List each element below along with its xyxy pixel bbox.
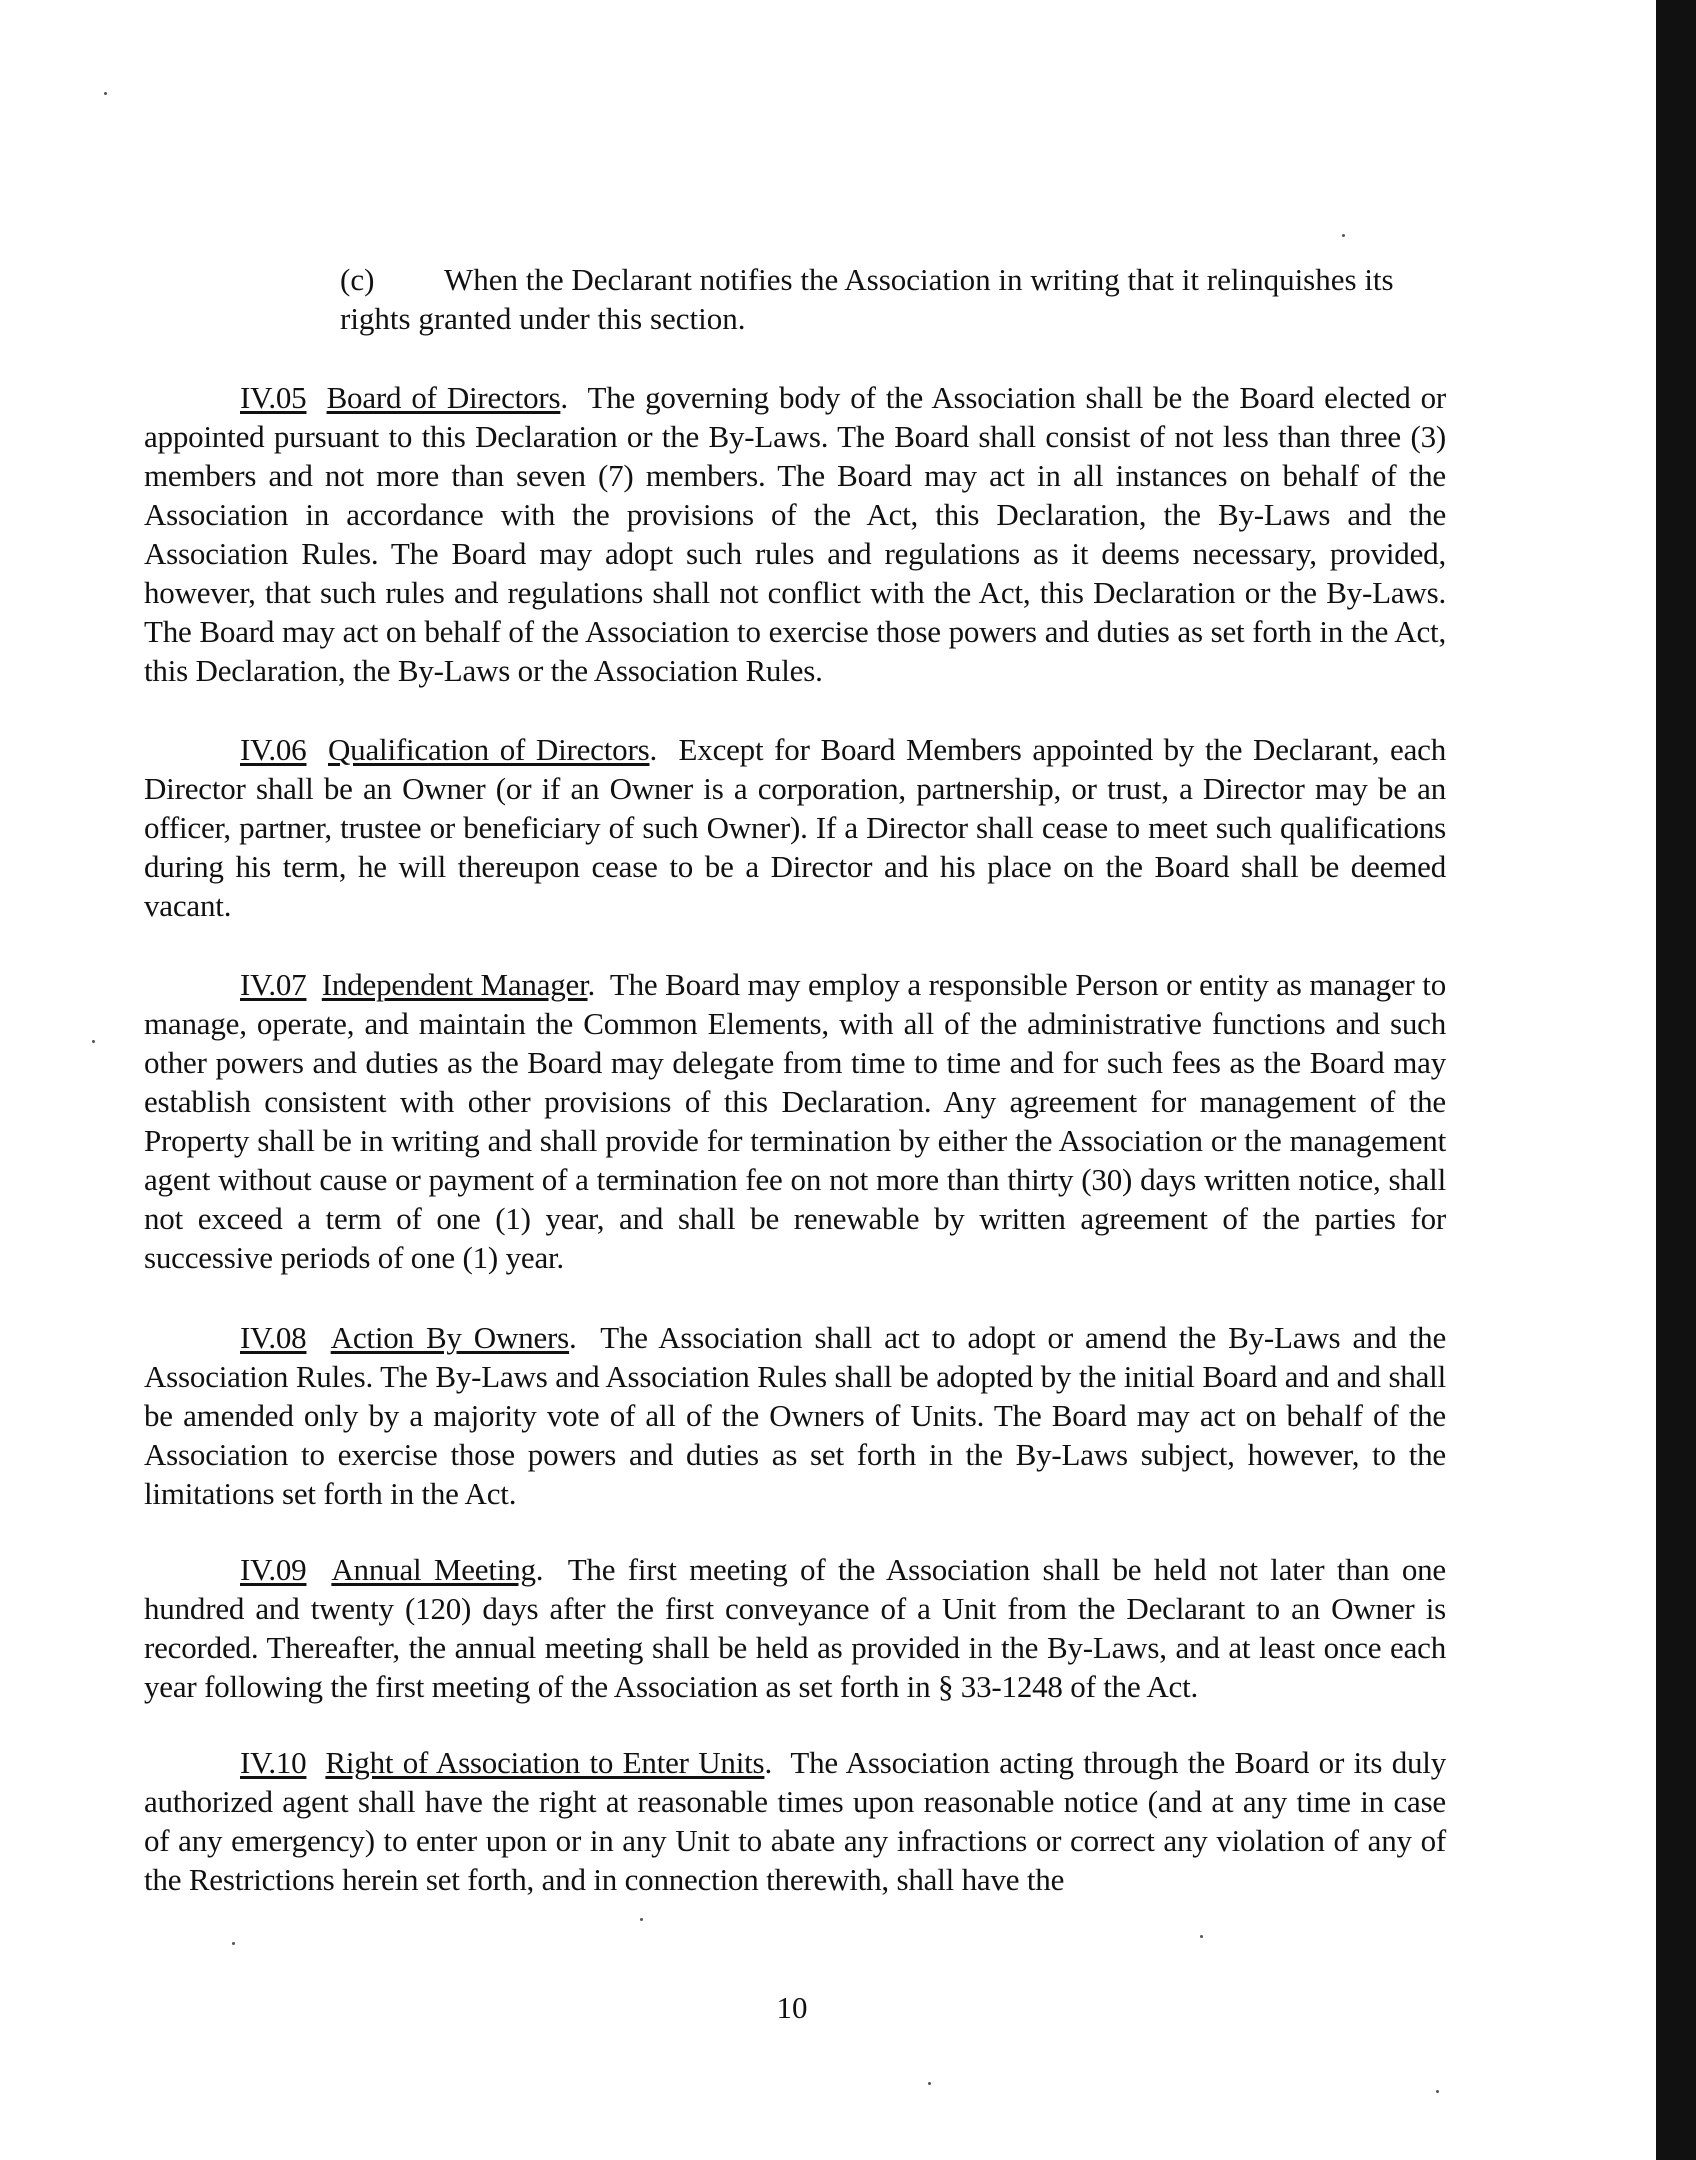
scan-speck xyxy=(1200,1935,1203,1938)
section-title: Annual Meeting xyxy=(331,1552,536,1587)
scan-speck xyxy=(1342,234,1345,237)
section-number: IV.10 xyxy=(240,1745,307,1780)
section-title: Action By Owners xyxy=(330,1320,570,1355)
section-body: The Association shall act to adopt or amend the By-Laws and the Association Rules. The By-Laws and Association Rules shall be adopted by the initial Board and and shall be amended only by a majority vote of all of the Owners of Units. The Board may act on behalf of the Association to exercise those powers and duties as set forth in the By-Laws subject, however, to the limitations set forth in the Act. xyxy=(144,1320,1447,1511)
scan-speck xyxy=(928,2082,931,2085)
section-iv06: IV.06 Qualification of Directors. Except for Board Members appointed by the Declarant, each Director shall be an Owner (or if an Owner is a corporation, partnership, or trust, a Director may be an officer, partner, trustee or beneficiary of such Owner). If a Director shall cease to meet such qualifications during his term, he will thereupon cease to be a Director and his place on the Board shall be deemed vacant. xyxy=(144,732,1446,923)
item-c-paragraph xyxy=(340,260,1446,338)
section-number: IV.07 xyxy=(240,967,307,1002)
scan-speck xyxy=(1436,2090,1439,2093)
section-iv05: IV.05 Board of Directors. The governing body of the Association shall be the Board elected or appointed pursuant to this Declaration or the By-Laws. The Board shall consist of not less than three (3) members and not more than seven (7) members. The Board may act in all instances on behalf of the Association in accordance with the provisions of the Act, this Declaration, the By-Laws and the Association Rules. The Board may adopt such rules and regulations as it deems necessary, provided, however, that such rules and regulations shall not conflict with the Act, this Declaration or the By-Laws. The Board may act on behalf of the Association to exercise those powers and duties as set forth in the Act, this Declaration, the By-Laws or the Association Rules. xyxy=(144,380,1446,688)
section-iv09: IV.09 Annual Meeting. The first meeting of the Association shall be held not later than one hundred and twenty (120) days after the first conveyance of a Unit from the Declarant to an Owner is recorded. Thereafter, the annual meeting shall be held as provided in the By-Laws, and at least once each year following the first meeting of the Association as set forth in § 33-1248 of the Act. xyxy=(144,1552,1446,1704)
item-c-label: (c) xyxy=(340,262,375,297)
scan-speck xyxy=(104,92,107,95)
section-number: IV.05 xyxy=(240,380,307,415)
scan-edge-shadow xyxy=(1656,0,1696,2160)
section-title: Board of Directors xyxy=(326,380,561,415)
section-body: The first meeting of the Association shall be held not later than one hundred and twenty (120) days after the first conveyance of a Unit from the Declarant to an Owner is recorded. Thereafter, the annual meeting shall be held as provided in the By-Laws, and at least once each year following the first meeting of the Association as set forth in § 33-1248 of the Act. xyxy=(144,1552,1446,1704)
scan-speck xyxy=(232,1942,235,1945)
section-number: IV.08 xyxy=(240,1320,307,1355)
section-iv08: IV.08 Action By Owners. The Association shall act to adopt or amend the By-Laws and the Association Rules. The By-Laws and Association Rules shall be adopted by the initial Board and and shall be amended only by a majority vote of all of the Owners of Units. The Board may act on behalf of the Association to exercise those powers and duties as set forth in the By-Laws subject, however, to the limitations set forth in the Act. xyxy=(144,1320,1447,1511)
section-number: IV.06 xyxy=(240,732,307,767)
section-title: Qualification of Directors xyxy=(328,732,650,767)
section-title: Right of Association to Enter Units xyxy=(325,1745,765,1780)
section-body: The governing body of the Association shall be the Board elected or appointed pursuant to this Declaration or the By-Laws. The Board shall consist of not less than three (3) members and not more than seven (7) members. The Board may act in all instances on behalf of the Association in accordance with the provisions of the Act, this Declaration, the By-Laws and the Association Rules. The Board may adopt such rules and regulations as it deems necessary, provided, however, that such rules and regulations shall not conflict with the Act, this Declaration or the By-Laws. The Board may act on behalf of the Association to exercise those powers and duties as set forth in the Act, this Declaration, the By-Laws or the Association Rules. xyxy=(144,380,1446,688)
section-iv10: IV.10 Right of Association to Enter Units. The Association acting through the Board or its duly authorized agent shall have the right at reasonable times upon reasonable notice (and at any time in case of any emergency) to enter upon or in any Unit to abate any infractions or correct any violation of any of the Restrictions herein set forth, and in connection therewith, shall have the xyxy=(144,1745,1447,1897)
item-c-text: When the Declarant notifies the Association in writing that it relinquishes its rights granted under this section. xyxy=(340,262,1394,336)
section-body: The Association acting through the Board or its duly authorized agent shall have the right at reasonable times upon reasonable notice (and at any time in case of any emergency) to enter upon or in any Unit to abate any infractions or correct any violation of any of the Restrictions herein set forth, and in connection therewith, shall have the xyxy=(144,1745,1447,1897)
section-title: Independent Manager xyxy=(321,967,588,1002)
page-number: 10 xyxy=(776,1990,808,2025)
scan-speck xyxy=(92,1040,95,1043)
section-body: The Board may employ a responsible Person or entity as manager to manage, operate, and maintain the Common Elements, with all of the administrative functions and such other powers and duties as the Board may delegate from time to time and for such fees as the Board may establish consistent with other provisions of this Declaration. Any agreement for management of the Property shall be in writing and shall provide for termination by either the Association or the management agent without cause or payment of a termination fee on not more than thirty (30) days written notice, shall not exceed a term of one (1) year, and shall be renewable by written agreement of the parties for successive periods of one (1) year. xyxy=(144,967,1446,1275)
section-iv07: IV.07 Independent Manager. The Board may employ a responsible Person or entity as manager to manage, operate, and maintain the Common Elements, with all of the administrative functions and such other powers and duties as the Board may delegate from time to time and for such fees as the Board may establish consistent with other provisions of this Declaration. Any agreement for management of the Property shall be in writing and shall provide for termination by either the Association or the management agent without cause or payment of a termination fee on not more than thirty (30) days written notice, shall not exceed a term of one (1) year, and shall be renewable by written agreement of the parties for successive periods of one (1) year. xyxy=(144,967,1446,1275)
scan-speck xyxy=(640,1918,643,1921)
section-body: Except for Board Members appointed by the Declarant, each Director shall be an Owner (or if an Owner is a corporation, partnership, or trust, a Director may be an officer, partner, trustee or beneficiary of such Owner). If a Director shall cease to meet such qualifications during his term, he will thereupon cease to be a Director and his place on the Board shall be deemed vacant. xyxy=(144,732,1446,923)
section-number: IV.09 xyxy=(240,1552,307,1587)
